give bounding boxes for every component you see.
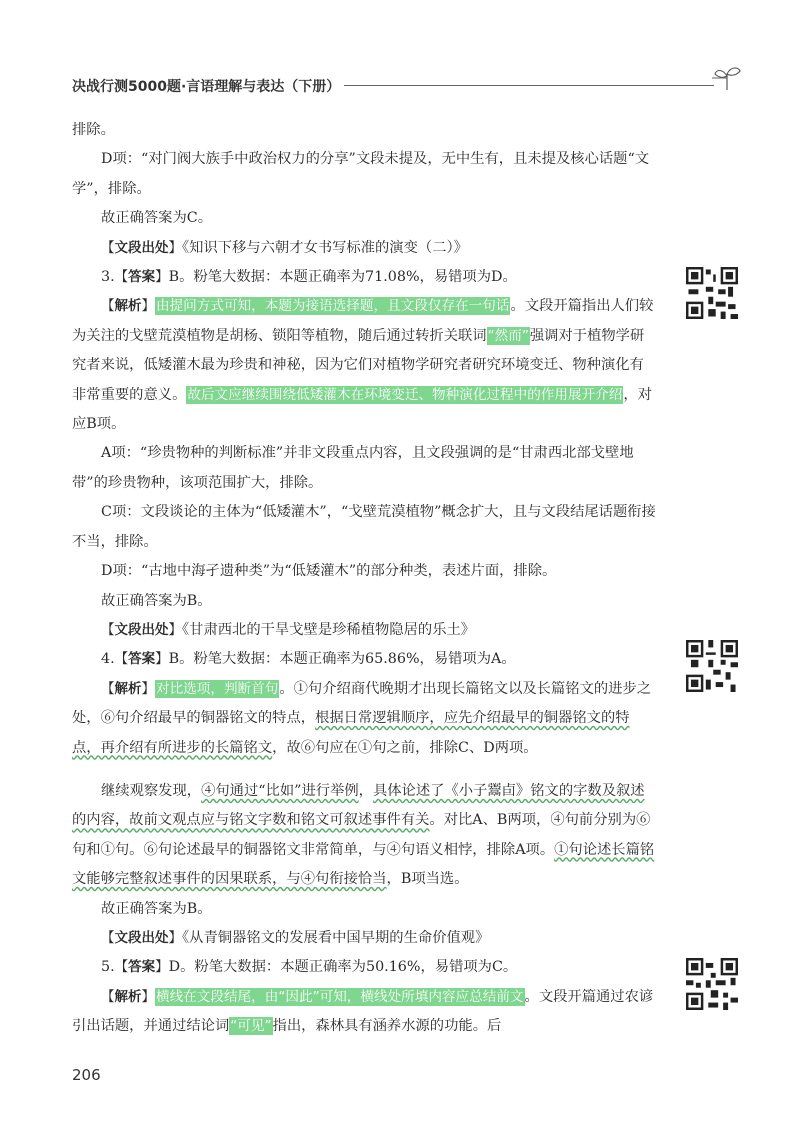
q5-answer [72,953,657,982]
text: 指出，森林具有涵养水源的功能。后 [272,1018,502,1035]
text: ，故⑥句应在①句之前，排除C、D两项。 [272,739,538,756]
book-title: 决战行测5000题·言语理解与表达（下册） [72,79,341,95]
question-number: 4. [101,651,115,668]
qr-code-icon[interactable] [686,267,738,319]
qr-code-icon[interactable] [686,640,738,692]
q2-tail: 排除。 [72,122,115,138]
analysis-tag: 【 解析 】 [101,298,155,314]
wavy-underline: 具体论述了《小子𩱧卣》铭文的字数及叙述的内容，故前文观点应与铭文字数和铭文可叙述事件有关 [72,782,645,829]
text: 。文段开篇通过农谚引出话题，并通过结论词 [72,988,654,1035]
highlight: 由提问方式可知，本题为接语选择题，且文段仅存在一句话 [156,298,510,315]
highlight: 对比选项，判断首句 [156,680,279,697]
source-title: 《知识下移与六朝才女书写标准的演变（二）》 [182,239,468,256]
source-tag: 【 文段出处 】 [101,622,182,638]
q3-option-c: C项：文段谈论的主体为“低矮灌木”，“戈壁荒漠植物”概念扩大，且与文段结尾话题衔接不当，排除。 [72,504,656,550]
text: 继续观察发现， [101,782,202,799]
analysis-tag: 【 解析 】 [101,681,155,697]
header-rule [344,85,714,86]
answer-text: B。粉笔大数据：本题正确率为71.08%，易错项为D。 [168,269,517,286]
wavy-underline: 根据日常逻辑顺序，应先介绍最早的铜器铭文的特点，再介绍有所进步的长篇铭文 [72,710,630,756]
running-header [72,72,742,102]
q3-option-a: A项：“珍贵物种的判断标准”并非文段重点内容，且文段强调的是“甘肃西北部戈壁地带”的珍贵物种，该项范围扩大，排除。 [72,445,634,491]
text: 。①句介绍商代晚期才出现长篇铭文以及长篇铭文的进步之处，⑥句介绍最早的铜器铭文的特点， [72,680,652,727]
text: 。对比A、B两项，④句前分别为⑥句和①句。⑥句论述最早的铜器铭文非常简单，与④句语义相悖，排除A项。 [72,812,651,858]
text: ，对应B项。 [72,386,652,433]
q2-option-d: D项：“对门阀大族手中政治权力的分享”文段未提及，无中生有，且未提及核心话题“文学”，排除。 [72,151,650,197]
main-content [72,116,657,1042]
q3-conclusion: 故正确答案为B。 [101,592,212,609]
q4-source [72,924,657,953]
answer-text: D。粉笔大数据：本题正确率为50.16%，易错项为C。 [168,959,518,976]
q4-conclusion: 故正确答案为B。 [101,900,212,917]
q2-conclusion: 故正确答案为C。 [101,210,213,227]
source-tag: 【 文段出处 】 [101,930,182,946]
highlight: “可见” [230,1018,272,1035]
q3-option-d: D项：“古地中海孑遗种类”为“低矮灌木”的部分种类，表述片面，排除。 [101,563,557,580]
qr-code-icon[interactable] [686,958,738,1010]
answer-tag: 【 答案 】 [115,651,169,667]
wavy-underline: ①句论述长篇铭文能够完整叙述事件的因果联系，与④句衔接恰当 [72,841,655,888]
source-tag: 【 文段出处 】 [101,240,182,256]
question-number: 5. [101,959,115,976]
highlight: 横线在文段结尾，由“因此”可知，横线处所填内容应总结前文 [156,988,524,1005]
text: 。文段开篇指出人们较为关注的戈壁荒漠植物是胡杨、锁阳等植物，随后通过转折关联词 [72,298,654,344]
answer-tag: 【 答案 】 [115,959,169,975]
source-title: 《从青铜器铭文的发展看中国早期的生命价值观》 [182,929,490,946]
highlight: “然而” [487,327,529,344]
text: ，B项当选。 [386,871,469,888]
question-number: 3. [101,269,115,286]
q4-analysis-cont [72,777,657,895]
page-number: 206 [72,1066,101,1084]
q5-analysis [72,983,657,1042]
q2-source [72,234,657,263]
text: ， [358,782,373,799]
analysis-tag: 【 解析 】 [101,989,155,1005]
wavy-underline: ④句通过“比如”进行举例 [201,782,359,799]
source-title: 《甘肃西北的干旱戈壁是珍稀植物隐居的乐土》 [182,621,476,638]
answer-text: B。粉笔大数据：本题正确率为65.86%，易错项为A。 [168,651,516,668]
q3-source [72,616,657,645]
text: 强调对于植物学研究者来说，低矮灌木最为珍贵和神秘，因为它们对植物学研究者研究环境变迁、物种演化有非常重要的意义。 [72,327,645,403]
q4-answer [72,645,657,674]
q3-analysis [72,292,657,439]
q4-analysis [72,675,657,763]
highlight: 故后文应继续围绕低矮灌木在环境变迁、物种演化过程中的作用展开介绍 [187,386,623,403]
q3-answer [72,263,657,292]
sprout-icon [712,64,742,92]
answer-tag: 【 答案 】 [115,269,169,285]
